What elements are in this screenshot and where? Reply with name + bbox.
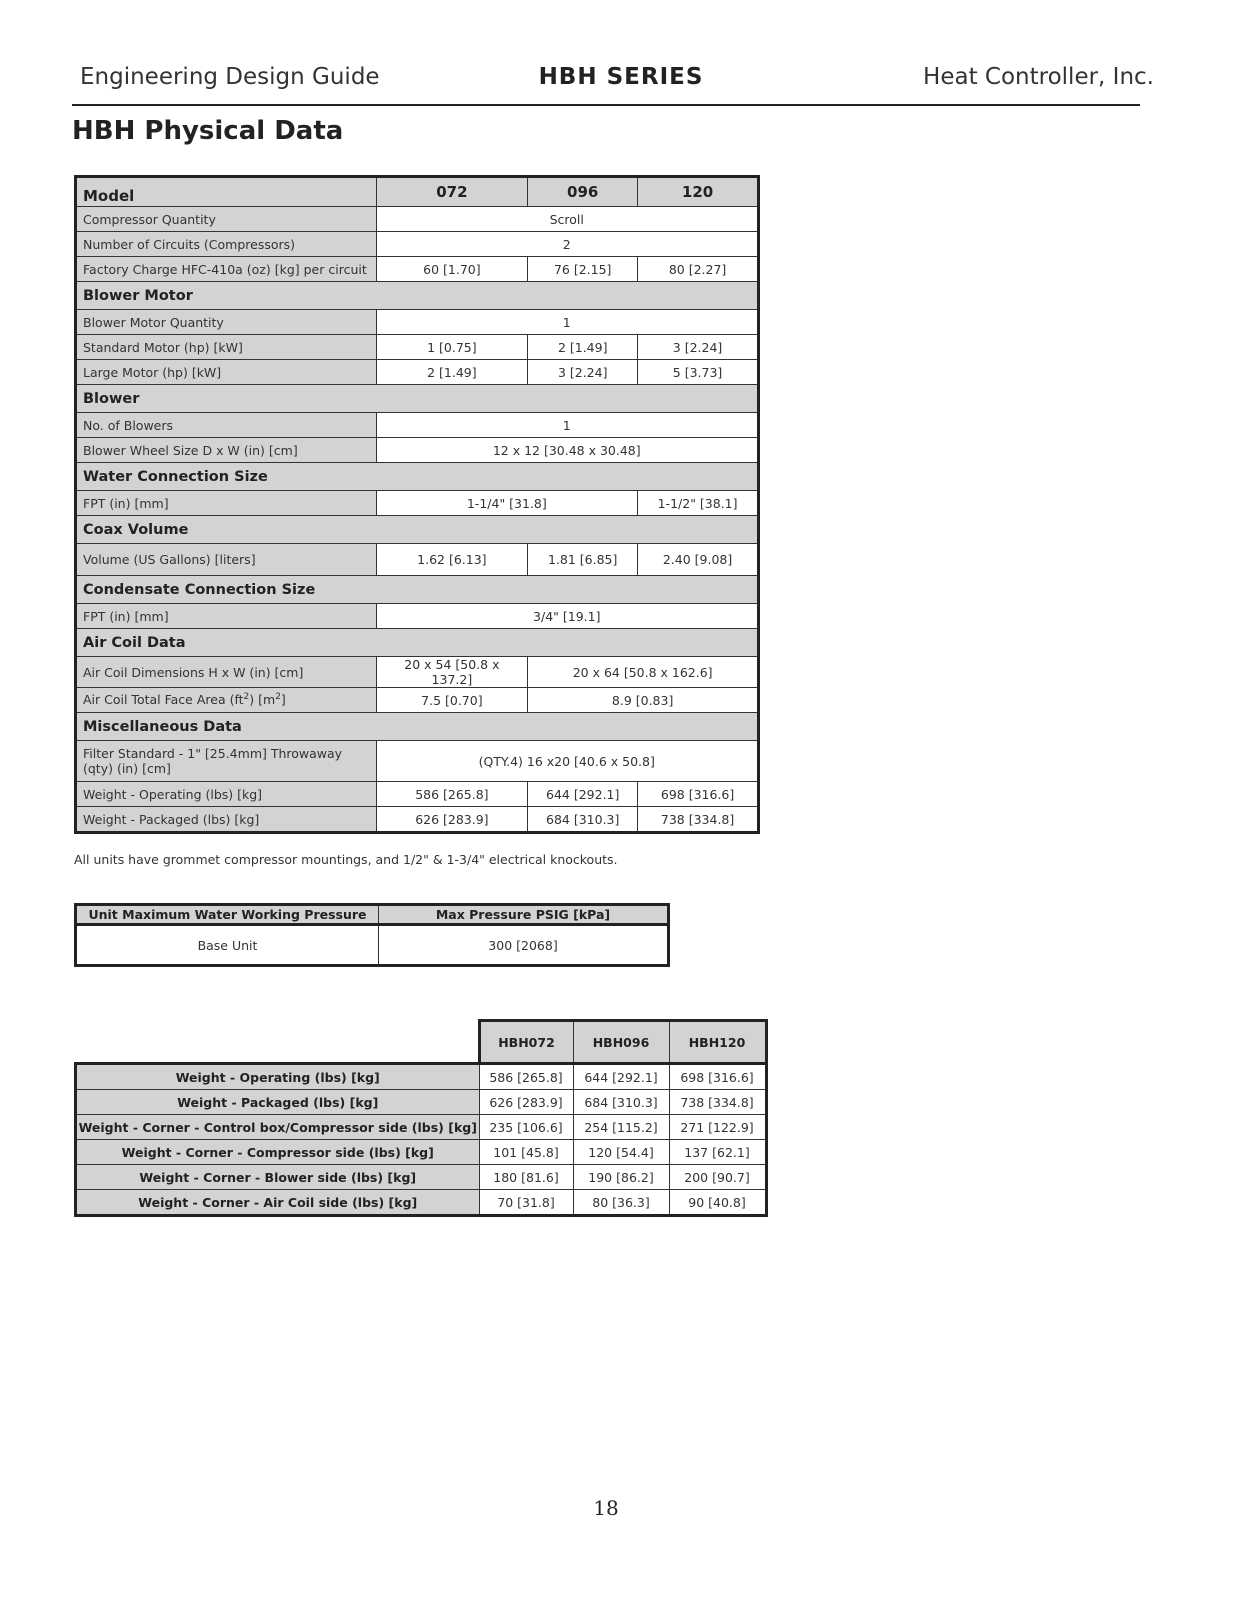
section-row [76,629,759,657]
row-value: 698 [316.6] [669,1064,766,1090]
section-title: Condensate Connection Size [76,576,759,604]
superscript: 2 [243,692,250,703]
model-072-header: 072 [376,177,528,207]
row-label: FPT (in) [mm] [76,604,377,629]
page-header [72,64,1154,106]
table-row [76,1140,767,1165]
row-value: 1 [376,413,759,438]
row-label: Volume (US Gallons) [liters] [76,544,377,576]
table-row [76,207,759,232]
row-label: Weight - Corner - Compressor side (lbs) [kg] [76,1140,480,1165]
column-header: HBH096 [573,1021,669,1064]
table-row [76,925,669,966]
row-value: 180 [81.6] [479,1165,573,1190]
row-label: Weight - Corner - Control box/Compressor side (lbs) [kg] [76,1115,480,1140]
table-row [76,257,759,282]
section-row [76,282,759,310]
section-title: Miscellaneous Data [76,713,759,741]
table-row [76,1115,767,1140]
row-value: 12 x 12 [30.48 x 30.48] [376,438,759,463]
row-label: FPT (in) [mm] [76,491,377,516]
row-value: (QTY.4) 16 x20 [40.6 x 50.8] [376,741,759,782]
row-label: Air Coil Dimensions H x W (in) [cm] [76,657,377,688]
row-value: Scroll [376,207,759,232]
table-row [76,491,759,516]
row-label: Compressor Quantity [76,207,377,232]
row-label: Weight - Packaged (lbs) [kg] [76,1090,480,1115]
row-value: 586 [265.8] [376,782,528,807]
header-company: Heat Controller, Inc. [923,64,1154,90]
row-label: Weight - Corner - Blower side (lbs) [kg] [76,1165,480,1190]
row-value: 190 [86.2] [573,1165,669,1190]
row-value: 1 [376,310,759,335]
row-value: 3/4" [19.1] [376,604,759,629]
column-header: Unit Maximum Water Working Pressure [76,905,379,925]
table-header-row [76,177,759,207]
row-value: 3 [2.24] [528,360,638,385]
blank-cell [76,1021,480,1064]
row-label: Base Unit [76,925,379,966]
row-value: 20 x 54 [50.8 x 137.2] [376,657,528,688]
row-value: 254 [115.2] [573,1115,669,1140]
section-title: Water Connection Size [76,463,759,491]
column-header: HBH120 [669,1021,766,1064]
page-title: HBH Physical Data [72,116,344,146]
row-label [76,688,377,713]
table-row [76,413,759,438]
model-120-header: 120 [638,177,759,207]
row-value: 70 [31.8] [479,1190,573,1216]
row-value: 1.62 [6.13] [376,544,528,576]
label-part: ) [m [249,692,276,708]
weight-table [74,1019,768,1217]
row-value: 120 [54.4] [573,1140,669,1165]
label-part: Air Coil Total Face Area (ft [83,692,244,708]
row-value: 698 [316.6] [638,782,759,807]
row-value: 1.81 [6.85] [528,544,638,576]
row-value: 80 [36.3] [573,1190,669,1216]
row-label: Weight - Corner - Air Coil side (lbs) [kg] [76,1190,480,1216]
table-row [76,782,759,807]
row-value: 3 [2.24] [638,335,759,360]
pressure-table [74,903,670,967]
row-value: 200 [90.7] [669,1165,766,1190]
table-row [76,688,759,713]
row-value: 644 [292.1] [573,1064,669,1090]
row-label: Factory Charge HFC-410a (oz) [kg] per circuit [76,257,377,282]
table-row [76,741,759,782]
section-row [76,516,759,544]
physical-data-table [74,175,760,834]
table-header-row [76,905,669,925]
row-label: Filter Standard - 1" [25.4mm] Throwaway (qty) (in) [cm] [76,741,377,782]
row-label: Weight - Operating (lbs) [kg] [76,782,377,807]
table-row [76,438,759,463]
row-value: 626 [283.9] [479,1090,573,1115]
table-row [76,1190,767,1216]
row-value: 2.40 [9.08] [638,544,759,576]
row-value: 76 [2.15] [528,257,638,282]
section-title: Air Coil Data [76,629,759,657]
row-value: 80 [2.27] [638,257,759,282]
row-label: Large Motor (hp) [kW] [76,360,377,385]
row-label: Number of Circuits (Compressors) [76,232,377,257]
row-value: 60 [1.70] [376,257,528,282]
row-value: 235 [106.6] [479,1115,573,1140]
row-value: 2 [1.49] [528,335,638,360]
row-value: 1-1/4" [31.8] [376,491,638,516]
row-value: 271 [122.9] [669,1115,766,1140]
row-label: Standard Motor (hp) [kW] [76,335,377,360]
superscript: 2 [275,692,281,703]
table-row [76,657,759,688]
label-part: ] [280,692,286,708]
footnote: All units have grommet compressor mountings, and 1/2" & 1-3/4" electrical knockouts. [74,852,618,867]
row-value: 2 [376,232,759,257]
header-left-text: Engineering Design Guide [80,64,380,90]
page-number: 18 [593,1496,619,1520]
row-value: 684 [310.3] [528,807,638,833]
table-row [76,310,759,335]
row-value: 7.5 [0.70] [376,688,528,713]
row-value: 300 [2068] [379,925,669,966]
row-label: Weight - Packaged (lbs) [kg] [76,807,377,833]
row-value: 738 [334.8] [638,807,759,833]
row-value: 8.9 [0.83] [528,688,759,713]
row-label: Weight - Operating (lbs) [kg] [76,1064,480,1090]
table-row [76,232,759,257]
table-header-row [76,1021,767,1064]
row-value: 20 x 64 [50.8 x 162.6] [528,657,759,688]
table-row [76,1064,767,1090]
section-title: Blower Motor [76,282,759,310]
table-row [76,360,759,385]
column-header: Max Pressure PSIG [kPa] [379,905,669,925]
row-value: 1 [0.75] [376,335,528,360]
row-label: Blower Motor Quantity [76,310,377,335]
row-value: 137 [62.1] [669,1140,766,1165]
section-row [76,463,759,491]
section-title: Coax Volume [76,516,759,544]
row-value: 644 [292.1] [528,782,638,807]
row-value: 101 [45.8] [479,1140,573,1165]
section-row [76,385,759,413]
section-row [76,576,759,604]
table-row [76,544,759,576]
row-value: 586 [265.8] [479,1064,573,1090]
row-label: No. of Blowers [76,413,377,438]
row-value: 5 [3.73] [638,360,759,385]
model-096-header: 096 [528,177,638,207]
table-row [76,604,759,629]
table-row [76,807,759,833]
section-title: Blower [76,385,759,413]
column-header: HBH072 [479,1021,573,1064]
row-label: Blower Wheel Size D x W (in) [cm] [76,438,377,463]
model-header: Model [76,177,377,207]
row-value: 1-1/2" [38.1] [638,491,759,516]
header-series-title: HBH SERIES [538,64,704,90]
row-value: 626 [283.9] [376,807,528,833]
row-value: 738 [334.8] [669,1090,766,1115]
row-value: 2 [1.49] [376,360,528,385]
row-value: 684 [310.3] [573,1090,669,1115]
section-row [76,713,759,741]
table-row [76,1090,767,1115]
row-value: 90 [40.8] [669,1190,766,1216]
table-row [76,335,759,360]
table-row [76,1165,767,1190]
